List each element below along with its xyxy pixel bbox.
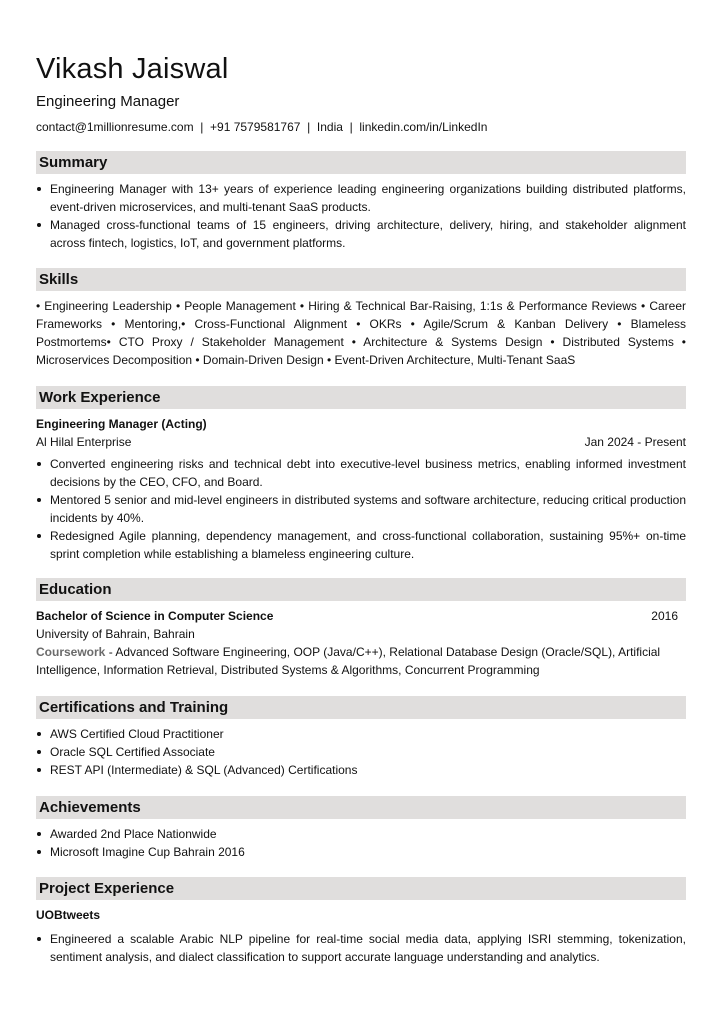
section-heading: Work Experience: [36, 386, 686, 409]
bullet-text: Engineering Manager with 13+ years of experience leading engineering organizations building distributed platforms, event-driven microservices, and multi-tenant SaaS products.: [50, 182, 686, 214]
bullet-text: Mentored 5 senior and mid-level engineers in distributed systems and software architecture, reducing critical production incidents by 40%.: [50, 493, 686, 525]
projects-section: [36, 877, 686, 966]
section-heading: Certifications and Training: [36, 696, 686, 719]
education-section: [36, 578, 686, 679]
section-heading: Project Experience: [36, 877, 686, 900]
coursework-label: Coursework: [36, 645, 106, 659]
bullet-text: Managed cross-functional teams of 15 engineers, driving architecture, delivery, hiring, and stakeholder alignment across fintech, logistics, IoT, and government platforms.: [50, 218, 686, 250]
coursework: [36, 643, 686, 679]
bullet-icon: [37, 223, 41, 227]
contact-line: contact@1millionresume.com | +91 7579581767 | India | linkedin.com/in/LinkedIn: [36, 120, 488, 134]
company-name: Al Hilal Enterprise: [36, 435, 132, 449]
skills-section: [36, 268, 686, 369]
bullet-text: Oracle SQL Certified Associate: [50, 745, 215, 759]
list-item: [36, 527, 686, 563]
bullet-icon: [37, 937, 41, 941]
candidate-name: Vikash Jaiswal: [36, 53, 229, 85]
bullet-text: Awarded 2nd Place Nationwide: [50, 827, 217, 841]
bullet-icon: [37, 534, 41, 538]
list-item: [36, 180, 686, 216]
section-heading: Skills: [36, 268, 686, 291]
graduation-year: 2016: [651, 609, 678, 623]
bullet-text: AWS Certified Cloud Practitioner: [50, 727, 224, 741]
list-item: [36, 825, 686, 843]
certifications-section: [36, 696, 686, 779]
bullet-text: Engineered a scalable Arabic NLP pipeline for real-time social media data, applying ISRI stemming, tokenization, sentiment analysis, and dialect classification to support accurate language understanding and analytics.: [50, 932, 686, 964]
list-item: [36, 843, 686, 861]
school-name: University of Bahrain, Bahrain: [36, 627, 195, 641]
degree-name: Bachelor of Science in Computer Science: [36, 609, 274, 623]
job-role: Engineering Manager (Acting): [36, 417, 207, 431]
bullet-icon: [37, 462, 41, 466]
bullet-text: Microsoft Imagine Cup Bahrain 2016: [50, 845, 245, 859]
list-item: [36, 455, 686, 491]
bullet-icon: [37, 732, 41, 736]
bullet-icon: [37, 768, 41, 772]
project-name: UOBtweets: [36, 908, 101, 922]
list-item: [36, 743, 686, 761]
bullet-text: Converted engineering risks and technical debt into executive-level business metrics, enabling informed investment decisions by the CEO, CFO, and Board.: [50, 457, 686, 489]
list-item: [36, 491, 686, 527]
section-heading: Summary: [36, 151, 686, 174]
list-item: [36, 725, 686, 743]
list-item: [36, 930, 686, 966]
bullet-icon: [37, 498, 41, 502]
skills-text: • Engineering Leadership • People Management • Hiring & Technical Bar-Raising, 1:1s & Performance Reviews • Career Frameworks • Mentoring,• Cross-Functional Alignment • OKRs • Agile/Scrum & Kanban Delivery • Blameless Postmortems• CTO Proxy / Stakeholder Management • Architecture & Systems Design • Distributed Systems • Microservices Decomposition • Domain-Driven Design • Event-Driven Architecture, Multi-Tenant SaaS: [36, 299, 686, 367]
work-section: [36, 386, 686, 563]
bullet-icon: [37, 187, 41, 191]
coursework-text: - Advanced Software Engineering, OOP (Java/C++), Relational Database Design (Oracle/SQL), Artificial Intelligence, Information Retrieval, Distributed Systems & Algorithms, Concurrent Programming: [36, 645, 661, 677]
bullet-icon: [37, 850, 41, 854]
bullet-icon: [37, 750, 41, 754]
bullet-icon: [37, 832, 41, 836]
list-item: [36, 761, 686, 779]
section-heading: Education: [36, 578, 686, 601]
section-heading: Achievements: [36, 796, 686, 819]
summary-section: [36, 151, 686, 252]
bullet-text: Redesigned Agile planning, dependency management, and cross-functional collaboration, sustaining 95%+ on-time sprint completion while establishing a blameless engineering culture.: [50, 529, 686, 561]
bullet-text: REST API (Intermediate) & SQL (Advanced) Certifications: [50, 763, 358, 777]
candidate-title: Engineering Manager: [36, 93, 180, 110]
job-dates: Jan 2024 - Present: [584, 435, 686, 449]
list-item: [36, 216, 686, 252]
achievements-section: [36, 796, 686, 861]
